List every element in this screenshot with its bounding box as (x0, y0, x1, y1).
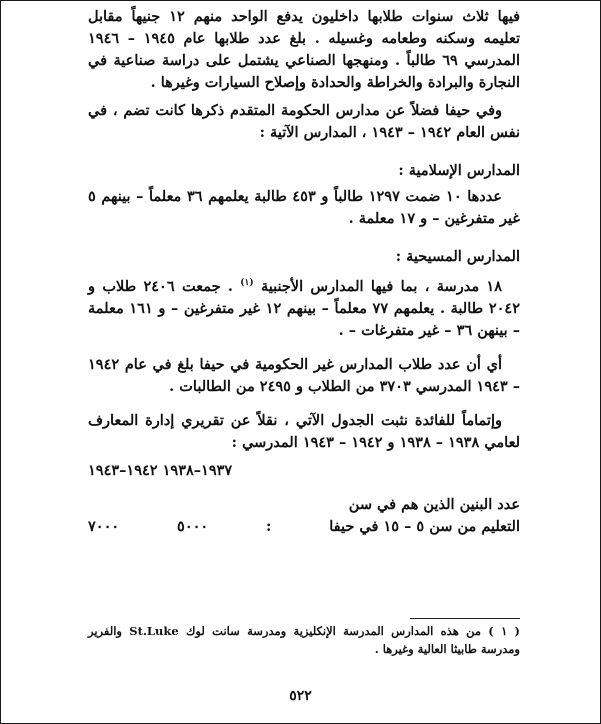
table-colon: : (266, 517, 272, 535)
table-value-1942: ٧٠٠٠ (88, 517, 120, 535)
paragraph-school-description: فيها ثلاث سنوات طلابها داخليون يدفع الواحد منهم ١٢ جنيهاً مقابل تعليمه وسكنه وطعامه وغسيله . بلغ عدد طلابها عام ١٩٤٥ – ١٩٤٦ المدرسي ٦٩ طالباً . ومنهجها الصناعي يشتمل على دراسة صناعية في النجارة والبرادة والخراطة والحدادة وإصلاح السيارات وغيرها . (88, 8, 520, 91)
heading-christian-schools: المدارس المسيحية : (395, 248, 520, 265)
footnote-marker: (١) (240, 278, 254, 288)
table-label-line-1: عدد البنين الذين هم في سن (348, 495, 520, 513)
page-number: ٥٢٢ (289, 688, 312, 704)
page-body (88, 6, 520, 538)
footnote-divider (410, 618, 520, 619)
table-years-header: ١٩٣٧–١٩٣٨ ١٩٤٢–١٩٤٣ (88, 461, 233, 479)
footnote-text: ( ١ ) من هذه المدارس المدرسة الإنكليزية ومدرسة سانت لوك St.Luke والفرير ومدرسة طابيثا العالية وغيرها . (88, 624, 520, 656)
paragraph-islamic-schools: عددها ١٠ ضمت ١٢٩٧ طالباً و ٤٥٣ طالبة يعلمهم ٣٦ معلماً – بينهم ٥ غير متفرغين – و ١٧ معلمة . (88, 188, 520, 227)
paragraph-haifa-intro: وفي حيفا فضلاً عن مدارس الحكومة المتقدم ذكرها كانت تضم ، في نفس العام ١٩٤٢ – ١٩٤٣ ، المدارس الآتية : (88, 102, 520, 141)
paragraph-christian-schools (88, 272, 520, 342)
christian-text-b: . جمعت ٢٤٠٦ طلاب و ٢٠٤٢ طالبة . يعلمهم ٧٧ معلماً – بينهم ١٢ غير متفرغين – و ١٦١ معلمة – بينهن ٣٦ – غير متفرغات – . (88, 277, 520, 339)
table-value-1937: ٥٠٠٠ (177, 517, 209, 535)
heading-islamic-schools: المدارس الإسلامية : (398, 162, 520, 179)
footnote (88, 622, 520, 658)
paragraph-table-intro: وإتماماً للفائدة نثبت الجدول الآتي ، نقلاً عن تقريري إدارة المعارف لعامي ١٩٣٨ – ١٩٣٨ و ١٩٤٢ – ١٩٤٣ المدرسي : (88, 411, 520, 451)
christian-text-a: ١٨ مدرسة ، بما فيها المدارس الأجنبية (260, 277, 502, 295)
table-label-line-2: التعليم من سن ٥ – ١٥ في حيفا (329, 517, 520, 535)
paragraph-total-students: أي أن عدد طلاب المدارس غير الحكومية في حيفا بلغ في عام ١٩٤٢ – ١٩٤٣ المدرسي ٣٧٠٣ من الطلاب و ٢٤٩٥ من الطالبات . (88, 355, 520, 395)
table-row-boys (88, 516, 520, 538)
